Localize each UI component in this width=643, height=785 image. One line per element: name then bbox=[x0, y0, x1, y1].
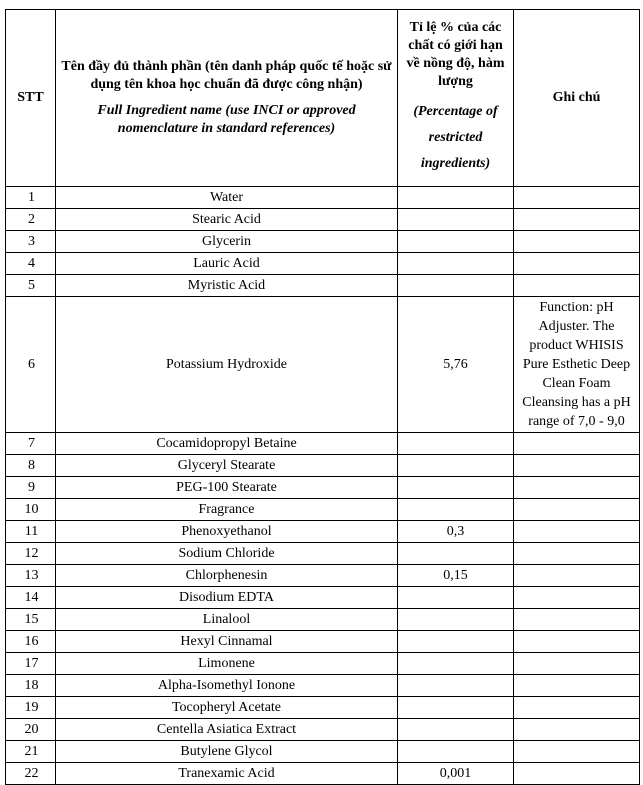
row-ingredient-name: PEG-100 Stearate bbox=[56, 477, 398, 499]
row-note bbox=[514, 741, 640, 763]
row-note bbox=[514, 477, 640, 499]
table-row bbox=[6, 253, 640, 275]
table-row bbox=[6, 697, 640, 719]
row-percentage: 0,15 bbox=[398, 565, 514, 587]
row-note bbox=[514, 653, 640, 675]
row-note bbox=[514, 253, 640, 275]
table-row bbox=[6, 719, 640, 741]
header-pct-en: (Percentage of restricted ingredients) bbox=[413, 104, 498, 171]
row-stt: 13 bbox=[6, 565, 56, 587]
row-ingredient-name: Limonene bbox=[56, 653, 398, 675]
row-percentage bbox=[398, 631, 514, 653]
row-stt: 14 bbox=[6, 587, 56, 609]
row-percentage: 5,76 bbox=[398, 297, 514, 433]
row-stt: 2 bbox=[6, 209, 56, 231]
table-row bbox=[6, 763, 640, 785]
row-note bbox=[514, 499, 640, 521]
row-ingredient-name: Phenoxyethanol bbox=[56, 521, 398, 543]
row-note bbox=[514, 187, 640, 209]
row-stt: 11 bbox=[6, 521, 56, 543]
row-ingredient-name: Lauric Acid bbox=[56, 253, 398, 275]
row-ingredient-name: Water bbox=[56, 187, 398, 209]
row-percentage bbox=[398, 187, 514, 209]
table-row bbox=[6, 275, 640, 297]
row-percentage bbox=[398, 653, 514, 675]
table-row bbox=[6, 631, 640, 653]
ingredient-table bbox=[5, 9, 640, 785]
row-stt: 16 bbox=[6, 631, 56, 653]
row-ingredient-name: Alpha-Isomethyl Ionone bbox=[56, 675, 398, 697]
row-stt: 20 bbox=[6, 719, 56, 741]
row-note bbox=[514, 675, 640, 697]
row-percentage bbox=[398, 253, 514, 275]
row-stt: 1 bbox=[6, 187, 56, 209]
row-stt: 10 bbox=[6, 499, 56, 521]
row-stt: 7 bbox=[6, 433, 56, 455]
row-ingredient-name: Hexyl Cinnamal bbox=[56, 631, 398, 653]
row-stt: 8 bbox=[6, 455, 56, 477]
row-percentage bbox=[398, 477, 514, 499]
row-percentage bbox=[398, 697, 514, 719]
row-stt: 6 bbox=[6, 297, 56, 433]
row-stt: 22 bbox=[6, 763, 56, 785]
header-pct-vi: Tỉ lệ % của các chất có giới hạn về nồng độ, hàm lượng bbox=[406, 20, 505, 89]
row-percentage bbox=[398, 455, 514, 477]
row-ingredient-name: Sodium Chloride bbox=[56, 543, 398, 565]
row-percentage bbox=[398, 675, 514, 697]
row-ingredient-name: Linalool bbox=[56, 609, 398, 631]
row-stt: 4 bbox=[6, 253, 56, 275]
row-note bbox=[514, 209, 640, 231]
row-note bbox=[514, 231, 640, 253]
row-ingredient-name: Myristic Acid bbox=[56, 275, 398, 297]
row-ingredient-name: Tocopheryl Acetate bbox=[56, 697, 398, 719]
table-row bbox=[6, 455, 640, 477]
table-row bbox=[6, 187, 640, 209]
table-row bbox=[6, 609, 640, 631]
row-note bbox=[514, 433, 640, 455]
row-stt: 21 bbox=[6, 741, 56, 763]
row-ingredient-name: Tranexamic Acid bbox=[56, 763, 398, 785]
row-note bbox=[514, 565, 640, 587]
row-percentage bbox=[398, 231, 514, 253]
row-percentage bbox=[398, 609, 514, 631]
row-ingredient-name: Centella Asiatica Extract bbox=[56, 719, 398, 741]
row-ingredient-name: Disodium EDTA bbox=[56, 587, 398, 609]
row-percentage bbox=[398, 499, 514, 521]
row-stt: 12 bbox=[6, 543, 56, 565]
table-row bbox=[6, 499, 640, 521]
row-stt: 3 bbox=[6, 231, 56, 253]
row-ingredient-name: Fragrance bbox=[56, 499, 398, 521]
row-stt: 15 bbox=[6, 609, 56, 631]
table-row bbox=[6, 209, 640, 231]
row-stt: 17 bbox=[6, 653, 56, 675]
row-note bbox=[514, 697, 640, 719]
row-percentage bbox=[398, 587, 514, 609]
row-ingredient-name: Potassium Hydroxide bbox=[56, 297, 398, 433]
row-percentage bbox=[398, 275, 514, 297]
table-row bbox=[6, 297, 640, 433]
row-note bbox=[514, 609, 640, 631]
row-stt: 18 bbox=[6, 675, 56, 697]
table-row bbox=[6, 741, 640, 763]
table-row bbox=[6, 675, 640, 697]
row-ingredient-name: Stearic Acid bbox=[56, 209, 398, 231]
table-row bbox=[6, 521, 640, 543]
row-ingredient-name: Cocamidopropyl Betaine bbox=[56, 433, 398, 455]
row-note bbox=[514, 455, 640, 477]
ingredient-rows bbox=[6, 187, 640, 785]
header-percentage bbox=[398, 10, 514, 187]
row-ingredient-name: Chlorphenesin bbox=[56, 565, 398, 587]
table-row bbox=[6, 231, 640, 253]
table-row bbox=[6, 477, 640, 499]
row-percentage: 0,001 bbox=[398, 763, 514, 785]
row-note bbox=[514, 587, 640, 609]
header-ingredient-name bbox=[56, 10, 398, 187]
header-name-vi: Tên đầy đủ thành phần (tên danh pháp quốc tế hoặc sử dụng tên khoa học chuẩn đã được công nhận) bbox=[61, 59, 392, 92]
row-stt: 5 bbox=[6, 275, 56, 297]
table-row bbox=[6, 565, 640, 587]
table-row bbox=[6, 433, 640, 455]
row-stt: 9 bbox=[6, 477, 56, 499]
table-row bbox=[6, 653, 640, 675]
row-ingredient-name: Butylene Glycol bbox=[56, 741, 398, 763]
row-note bbox=[514, 719, 640, 741]
row-ingredient-name: Glyceryl Stearate bbox=[56, 455, 398, 477]
table-row bbox=[6, 543, 640, 565]
table-row bbox=[6, 587, 640, 609]
row-note bbox=[514, 275, 640, 297]
row-note bbox=[514, 763, 640, 785]
row-stt: 19 bbox=[6, 697, 56, 719]
row-note bbox=[514, 543, 640, 565]
row-note bbox=[514, 631, 640, 653]
row-note: Function: pH Adjuster. The product WHISIS Pure Esthetic Deep Clean Foam Cleansing has a pH range of 7,0 - 9,0 bbox=[514, 297, 640, 433]
row-percentage bbox=[398, 433, 514, 455]
header-stt: STT bbox=[6, 10, 56, 187]
header-name-en: Full Ingredient name (use INCI or approved nomenclature in standard references) bbox=[97, 103, 356, 136]
row-percentage bbox=[398, 719, 514, 741]
row-percentage bbox=[398, 543, 514, 565]
header-note: Ghi chú bbox=[514, 10, 640, 187]
row-percentage bbox=[398, 741, 514, 763]
row-ingredient-name: Glycerin bbox=[56, 231, 398, 253]
row-percentage bbox=[398, 209, 514, 231]
row-note bbox=[514, 521, 640, 543]
row-percentage: 0,3 bbox=[398, 521, 514, 543]
header-row bbox=[6, 10, 640, 187]
